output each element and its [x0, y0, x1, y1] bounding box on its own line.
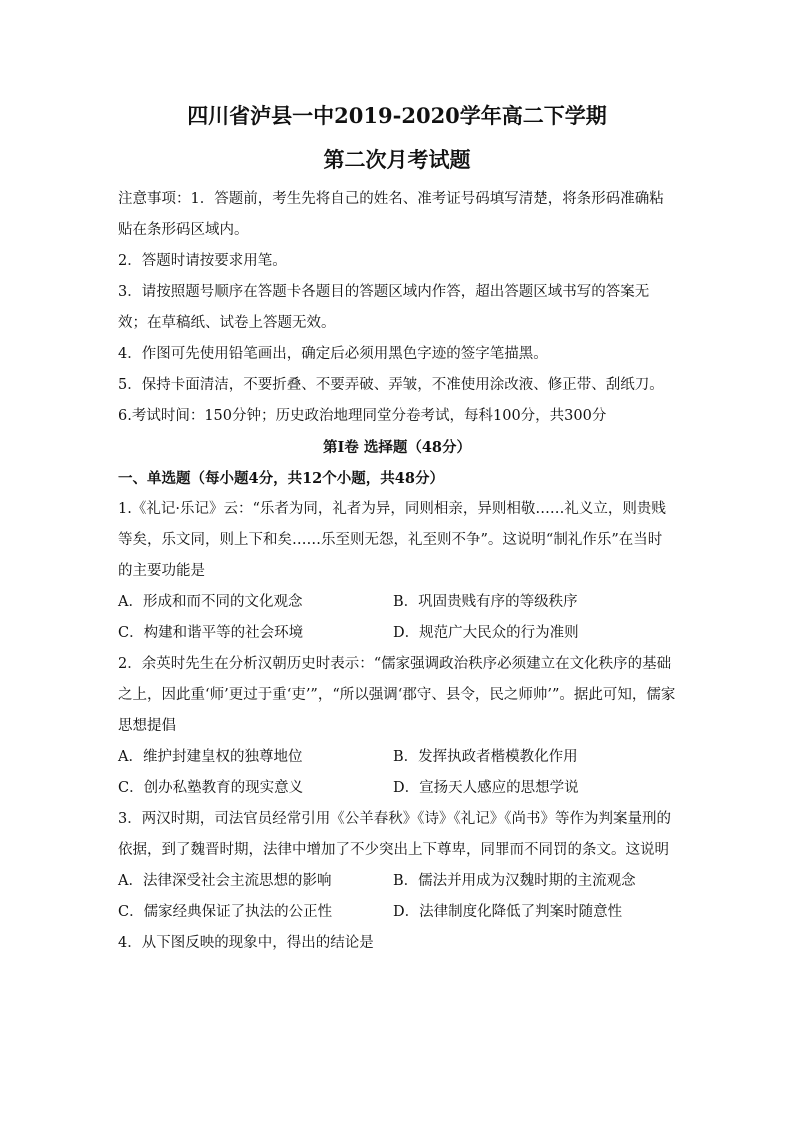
option-b: B．儒法并用成为汉魏时期的主流观念 [393, 873, 636, 889]
option-a: A．维护封建皇权的独尊地位 [118, 749, 303, 765]
question-4 [118, 928, 676, 959]
section-title: 第I卷 选择题（48分） [322, 439, 471, 456]
note-4: 4．作图可先使用铅笔画出，确定后必须用黑色字迹的签字笔描黑。 [118, 346, 548, 362]
option-c: C．儒家经典保证了执法的公正性 [118, 904, 333, 920]
option-c: C．创办私塾教育的现实意义 [118, 780, 304, 796]
option-c: C．构建和谐平等的社会环境 [118, 625, 304, 641]
option-d: D．法律制度化降低了判案时随意性 [393, 904, 623, 920]
option-row [118, 897, 676, 928]
option-a: A．法律深受社会主流思想的影响 [118, 873, 332, 889]
note-6: 6.考试时间：150分钟；历史政治地理同堂分卷考试，每科100分，共300分 [118, 408, 607, 424]
exam-title: 四川省泸县一中2019-2020学年高二下学期 [187, 103, 607, 128]
option-b: B．巩固贵贱有序的等级秩序 [393, 594, 578, 610]
option-row [118, 618, 676, 649]
option-d: D．宣扬天人感应的思想学说 [393, 780, 579, 796]
exam-subtitle: 第二次月考试题 [323, 147, 471, 172]
question-stem: 2．余英时先生在分析汉朝历史时表示：“儒家强调政治秩序必须建立在文化秩序的基础之上，因此重‘师’更过于重‘吏’”，“所以强调‘郡守、县令，民之师帅’”。据此可知，儒家思想提倡 [118, 656, 676, 734]
option-row [118, 742, 676, 773]
note-3: 3．请按照题号顺序在答题卡各题目的答题区域内作答，超出答题区域书写的答案无效；在草稿纸、试卷上答题无效。 [118, 284, 650, 331]
question-1 [118, 494, 676, 649]
question-stem: 1.《礼记·乐记》云：“乐者为同，礼者为异，同则相亲，异则相敬……礼义立，则贵贱等矣，乐文同，则上下和矣……乐至则无怨，礼至则不争”。这说明“制礼作乐”在当时的主要功能是 [118, 501, 666, 579]
question-group-title: 一、单选题（每小题4分，共12个小题，共48分） [118, 470, 444, 487]
option-row [118, 866, 676, 897]
option-row [118, 773, 676, 804]
option-b: B．发挥执政者楷模教化作用 [393, 749, 578, 765]
question-2 [118, 649, 676, 804]
note-2: 2．答题时请按要求用笔。 [118, 253, 287, 269]
question-stem: 3．两汉时期，司法官员经常引用《公羊春秋》《诗》《礼记》《尚书》等作为判案量刑的依据，到了魏晋时期，法律中增加了不少突出上下尊卑，同罪而不同罚的条文。这说明 [118, 811, 671, 858]
question-3 [118, 804, 676, 928]
question-stem: 4．从下图反映的现象中，得出的结论是 [118, 935, 374, 951]
option-a: A．形成和而不同的文化观念 [118, 594, 303, 610]
note-1: 注意事项：1．答题前，考生先将自己的姓名、准考证号码填写清楚，将条形码准确粘贴在条形码区域内。 [118, 191, 664, 238]
note-5: 5．保持卡面清洁，不要折叠、不要弄破、弄皱，不准使用涂改液、修正带、刮纸刀。 [118, 377, 664, 393]
option-row [118, 587, 676, 618]
option-d: D．规范广大民众的行为准则 [393, 625, 579, 641]
